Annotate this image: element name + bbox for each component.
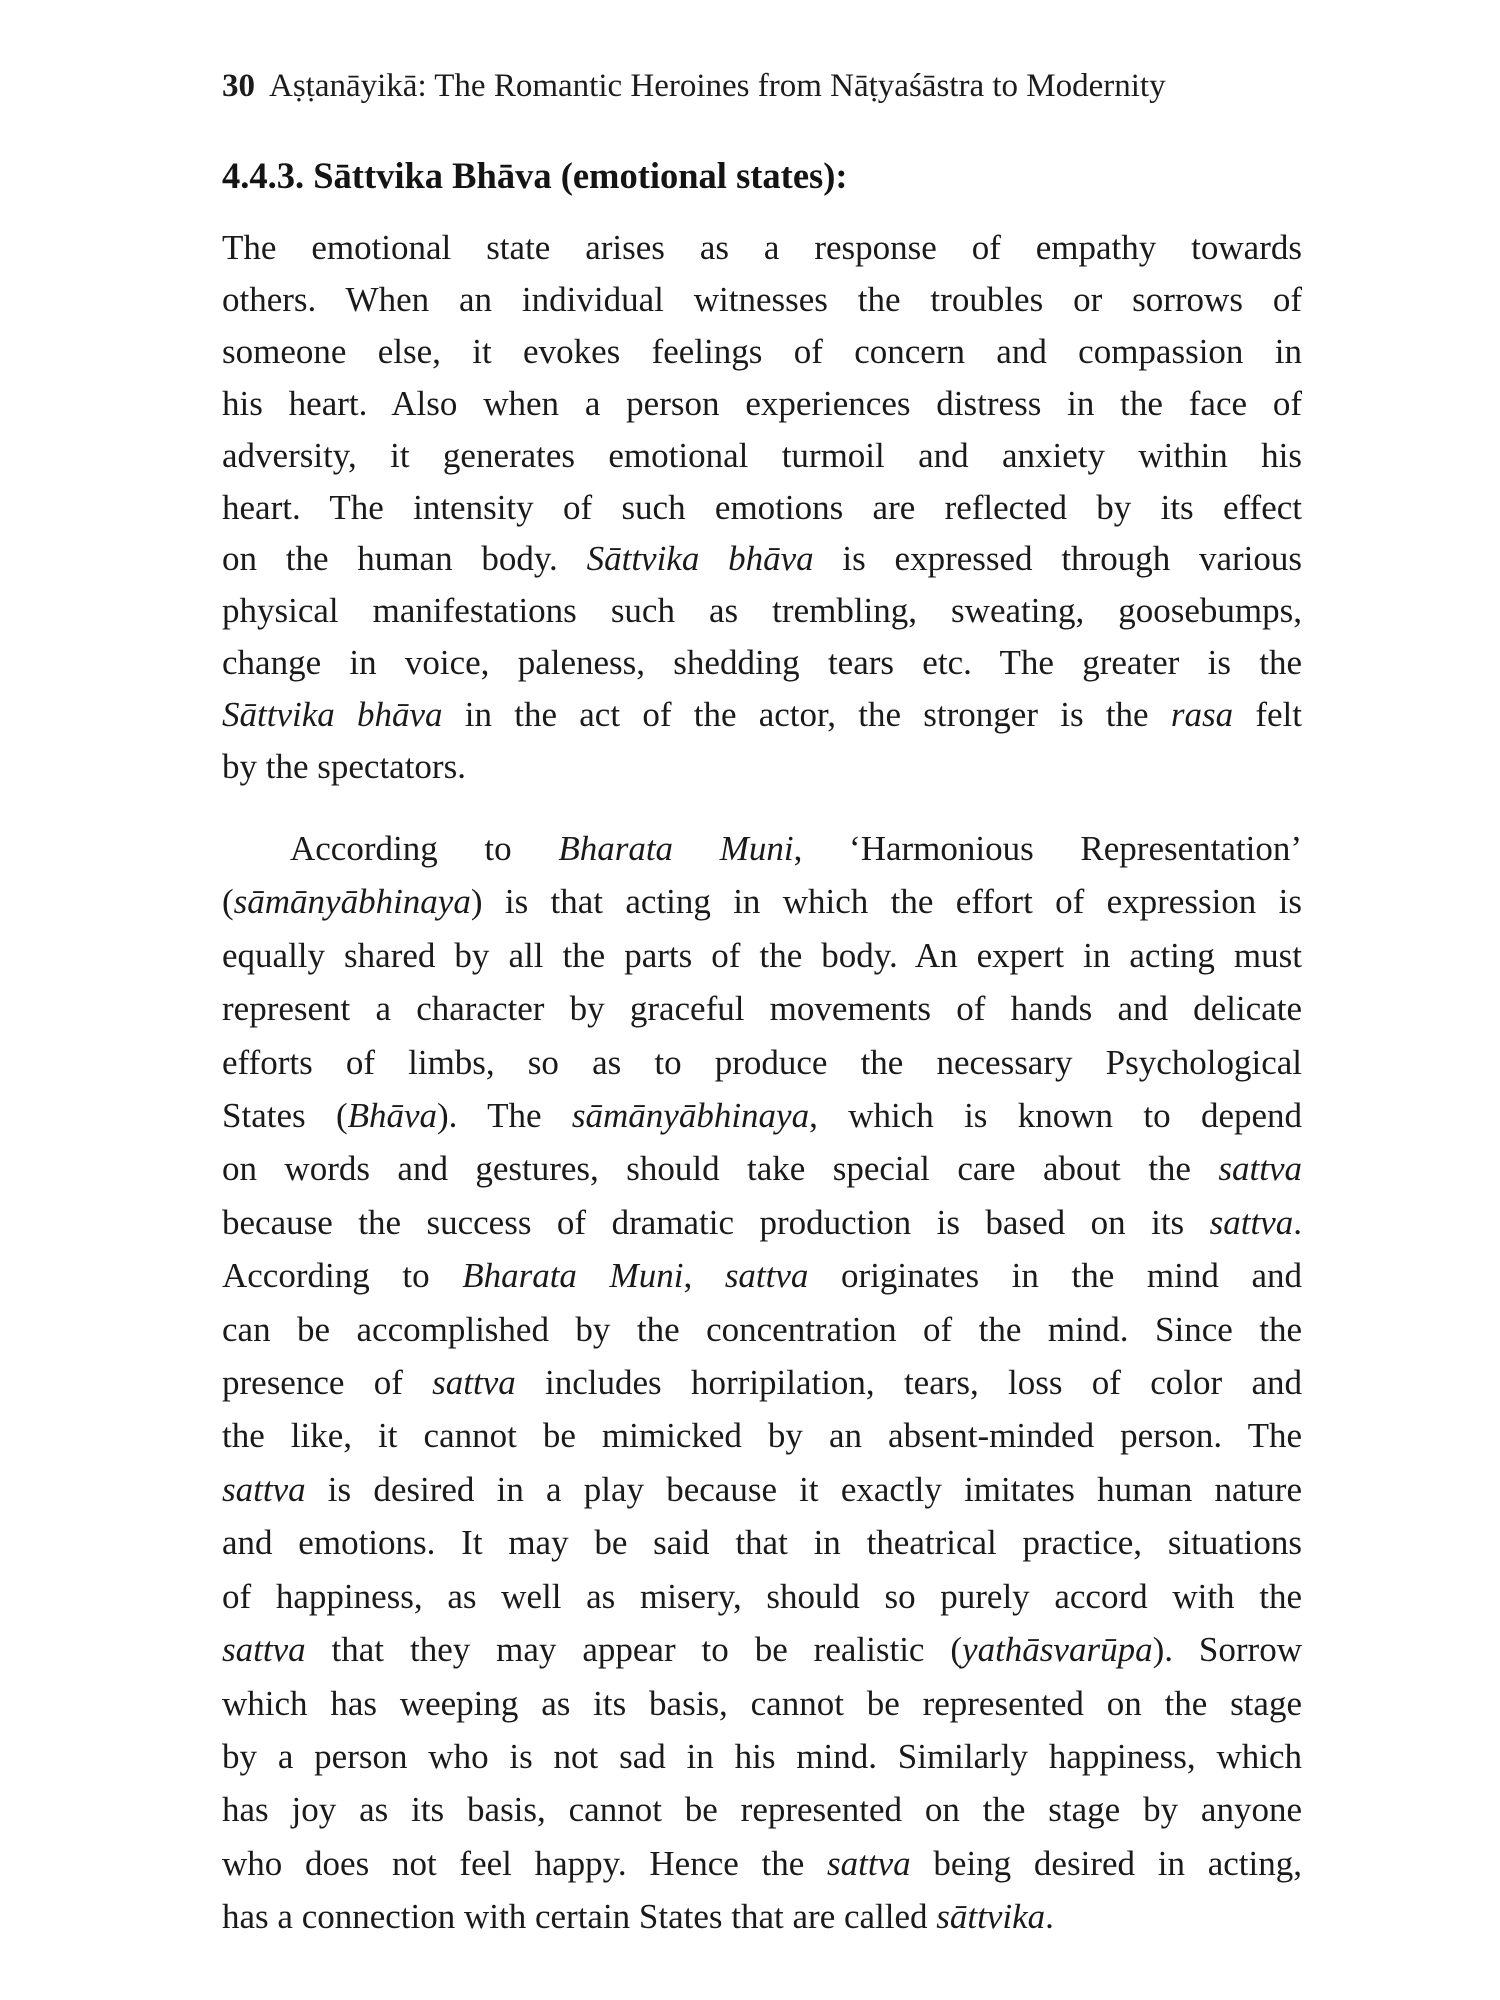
- text-line: [222, 822, 1302, 875]
- text-line: [222, 1783, 1302, 1836]
- italic-term: sāmānyābhinaya: [233, 882, 471, 922]
- italic-term: Bhāva: [347, 1096, 438, 1136]
- text-run: ). The: [437, 1096, 572, 1136]
- text-run: has joy as its basis, cannot be represented on the stage by anyone: [222, 1790, 1302, 1830]
- italic-term: yathāsvarūpa: [962, 1630, 1153, 1670]
- text-line: [222, 929, 1302, 982]
- text-run: of happiness, as well as misery, should so purely accord with the: [222, 1576, 1302, 1616]
- text-run: The emotional state arises as a response of empathy towards: [222, 228, 1302, 267]
- text-line: [222, 326, 1302, 378]
- text-line: [222, 1142, 1302, 1195]
- text-line: [222, 689, 1302, 741]
- italic-term: sattva: [1218, 1149, 1302, 1189]
- text-line: [222, 1089, 1302, 1142]
- italic-term: rasa: [1170, 695, 1234, 735]
- text-line: [222, 1890, 1302, 1943]
- text-run: .: [1045, 1897, 1054, 1937]
- text-run: efforts of limbs, so as to produce the necessary Psychological: [222, 1042, 1302, 1082]
- text-run: heart. The intensity of such emotions are reflected by its effect: [222, 487, 1302, 527]
- paragraph-emotional-states: [222, 222, 1302, 793]
- text-run: States (: [222, 1096, 348, 1136]
- text-run: physical manifestations such as trembling, sweating, goosebumps,: [222, 591, 1302, 631]
- running-header: [222, 66, 1302, 106]
- text-run: According to: [290, 829, 559, 868]
- text-run: , which is known to depend: [809, 1096, 1303, 1136]
- text-run: change in voice, paleness, shedding tears etc. The greater is the: [222, 643, 1302, 683]
- text-run: (: [222, 882, 234, 922]
- text-run: others. When an individual witnesses the troubles or sorrows of: [222, 279, 1302, 319]
- text-run: being desired in acting,: [910, 1843, 1302, 1883]
- text-line: [222, 1677, 1302, 1730]
- italic-term: Bharata Muni: [558, 829, 794, 868]
- text-run: who does not feel happy. Hence the: [222, 1843, 828, 1883]
- text-line: [222, 222, 1302, 274]
- text-run: adversity, it generates emotional turmoil and anxiety within his: [222, 435, 1302, 475]
- text-line: [222, 585, 1302, 637]
- text-run: is expressed through various: [813, 539, 1303, 579]
- text-run: and emotions. It may be said that in theatrical practice, situations: [222, 1523, 1302, 1563]
- text-run: presence of: [222, 1363, 433, 1403]
- text-line: [222, 1196, 1302, 1249]
- paragraph-harmonious-representation: [222, 822, 1302, 1944]
- text-run: on words and gestures, should take special care about the: [222, 1149, 1219, 1189]
- text-line: [222, 1570, 1302, 1623]
- text-run: by a person who is not sad in his mind. Similarly happiness, which: [222, 1736, 1302, 1776]
- text-line: [222, 430, 1302, 482]
- page-number: 30: [222, 68, 255, 104]
- text-line: [222, 1249, 1302, 1302]
- text-run: felt: [1233, 695, 1303, 735]
- text-run: because the success of dramatic production is based on its: [222, 1202, 1210, 1242]
- text-line: [222, 1623, 1302, 1676]
- text-line: [222, 1409, 1302, 1462]
- text-run: someone else, it evokes feelings of concern and compassion in: [222, 331, 1302, 371]
- italic-term: sattva: [222, 1469, 306, 1509]
- italic-term: sattva: [827, 1843, 911, 1883]
- running-title: Aṣṭanāyikā: The Romantic Heroines from Nāṭyaśāstra to Modernity: [269, 68, 1166, 104]
- text-line: [222, 1356, 1302, 1409]
- text-run: by the spectators.: [222, 747, 466, 787]
- text-run: which has weeping as its basis, cannot be represented on the stage: [222, 1683, 1302, 1723]
- text-line: [222, 1837, 1302, 1890]
- section-heading: 4.4.3. Sāttvika Bhāva (emotional states):: [222, 155, 848, 196]
- italic-term: sāttvika: [936, 1897, 1046, 1937]
- text-run: the like, it cannot be mimicked by an absent-minded person. The: [222, 1416, 1302, 1456]
- text-run: in the act of the actor, the stronger is the: [442, 695, 1171, 735]
- italic-term: Bharata Muni: [462, 1256, 684, 1296]
- text-line: [222, 1730, 1302, 1783]
- text-line: [222, 1463, 1302, 1516]
- italic-term: sattva: [432, 1363, 516, 1403]
- text-line: [222, 741, 1302, 793]
- text-run: ). Sorrow: [1152, 1630, 1302, 1670]
- text-run: ,: [683, 1256, 725, 1296]
- text-line: [222, 1303, 1302, 1356]
- text-run: , ‘Harmonious Representation’: [793, 829, 1302, 868]
- text-run: .: [1293, 1202, 1302, 1242]
- text-run: can be accomplished by the concentration of the mind. Since the: [222, 1309, 1302, 1349]
- italic-term: sattva: [724, 1256, 809, 1296]
- text-line: [222, 637, 1302, 689]
- italic-term: sattva: [1209, 1202, 1294, 1242]
- text-run: ) is that acting in which the effort of expression is: [470, 882, 1302, 922]
- text-line: [222, 533, 1302, 585]
- text-run: is desired in a play because it exactly imitates human nature: [305, 1469, 1302, 1509]
- text-line: [222, 1036, 1302, 1089]
- italic-term: sāmānyābhinaya: [571, 1096, 810, 1136]
- text-line: [222, 875, 1302, 928]
- text-run: his heart. Also when a person experiences distress in the face of: [222, 383, 1302, 423]
- text-line: [222, 1516, 1302, 1569]
- text-run: has a connection with certain States that are called: [222, 1897, 937, 1937]
- text-line: [222, 982, 1302, 1035]
- text-run: According to: [222, 1256, 463, 1296]
- text-line: [222, 482, 1302, 534]
- text-run: includes horripilation, tears, loss of color and: [515, 1363, 1302, 1403]
- text-run: equally shared by all the parts of the body. An expert in acting must: [222, 935, 1302, 975]
- text-line: [222, 274, 1302, 326]
- italic-term: Sāttvika bhāva: [586, 539, 814, 579]
- text-run: represent a character by graceful movements of hands and delicate: [222, 989, 1302, 1029]
- text-run: that they may appear to be realistic (: [305, 1630, 963, 1670]
- italic-term: sattva: [222, 1630, 306, 1670]
- text-line: [222, 378, 1302, 430]
- text-run: originates in the mind and: [808, 1256, 1303, 1296]
- italic-term: Sāttvika bhāva: [222, 695, 443, 735]
- text-run: on the human body.: [222, 539, 587, 579]
